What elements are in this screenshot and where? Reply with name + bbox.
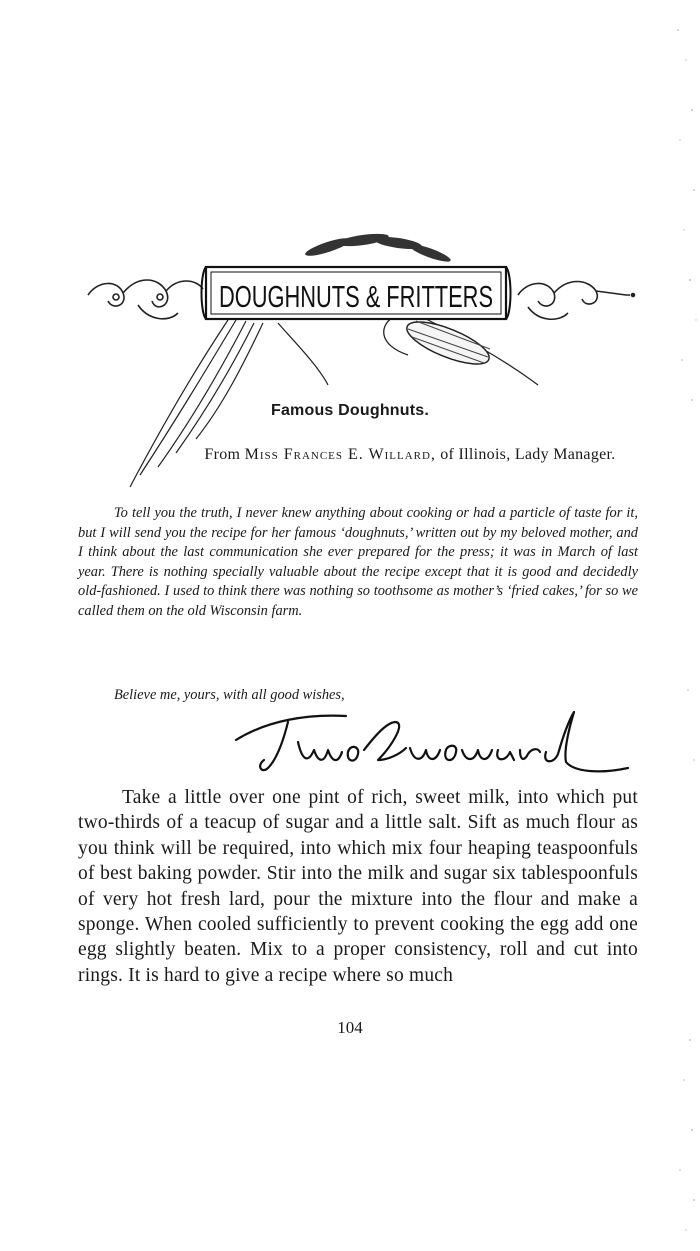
paper-speckle <box>620 0 700 1251</box>
recipe-attribution <box>190 444 630 466</box>
attribution-prefix: From <box>204 446 241 463</box>
recipe-title: Famous Doughnuts. <box>270 402 430 419</box>
introductory-letter <box>78 504 638 622</box>
handwritten-signature <box>228 702 638 782</box>
attribution-name: Miss Frances E. Willard, <box>244 446 436 463</box>
letter-paragraph: To tell you the truth, I never knew anything about cooking or had a particle of taste for it, but I will send you the recipe for her famous ‘doughnuts,’ written out by my beloved mother, and I think about the last communication she ever prepared for the press; it was in March of last year. There is nothing specially valuable about the recipe except that it is good and decidedly old-fashioned. I used to think there was nothing so toothsome as mother’s ‘fried cakes,’ for so we called them on the old Wisconsin farm. <box>78 505 638 619</box>
letter-closing: Believe me, yours, with all good wishes, <box>114 687 345 703</box>
banner-title: DOUGHNUTS & FRITTERS <box>219 279 493 314</box>
attribution-suffix: of Illinois, Lady Manager. <box>440 446 616 463</box>
recipe-instructions <box>78 785 638 988</box>
instructions-paragraph: Take a little over one pint of rich, sweet milk, into which put two-thirds of a teacup of sugar and a little salt. Sift as much flour as you think will be required, into which mix four heaping teaspoonfuls of best baking powder. Stir into the milk and sugar six tablespoonfuls of very hot fresh lard, pour the mixture into the flour and make a sponge. When cooled sufficiently to prevent cooking the egg add one egg slightly beaten. Mix to a proper consistency, roll and cut into rings. It is hard to give a recipe where so much <box>78 787 638 986</box>
page-number: 104 <box>337 1018 363 1037</box>
